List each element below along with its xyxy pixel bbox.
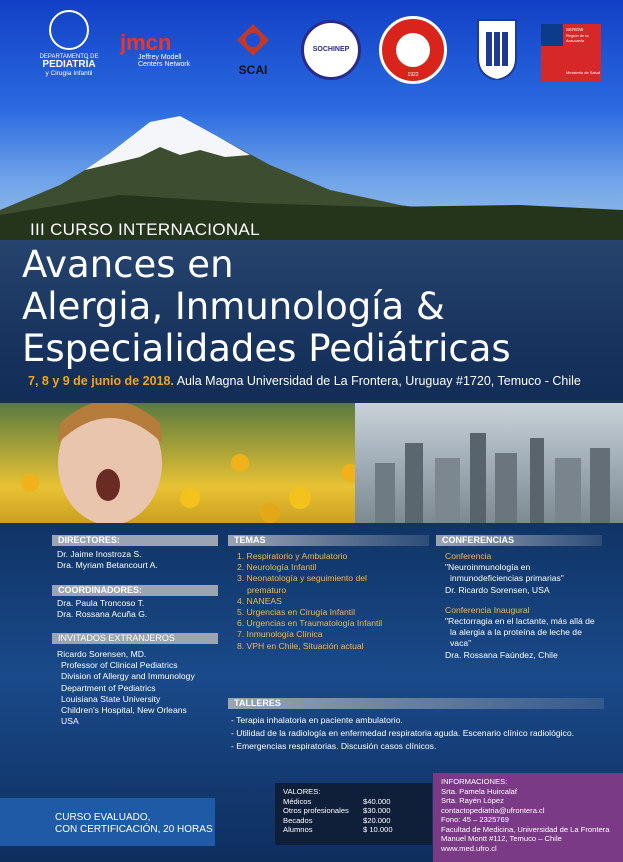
tema-item: 3. Neonatología y seguimiento del [237, 573, 367, 584]
taller-item: - Emergencias respiratorias. Discusión casos clínicos. [231, 741, 437, 752]
conferencia-label: Conferencia Inaugural [445, 604, 530, 615]
contact-header: INFORMACIONES: [441, 777, 508, 786]
logo-gobierno [541, 24, 601, 82]
prices-header: VALORES: [283, 787, 321, 796]
course-subtitle: III CURSO INTERNACIONAL [30, 220, 260, 239]
price-value: $30.000 [363, 806, 391, 815]
coordinadores-list [57, 598, 147, 620]
logo-dept-line3: y Cirugía Infantil [45, 70, 93, 77]
conferencia-label: Conferencia [445, 551, 492, 561]
event-place: Aula Magna Universidad de La Frontera, Uruguay #1720, Temuco - Chile [173, 374, 581, 388]
title-line3: Especialidades Pediátricas [22, 327, 511, 370]
invitado-line: USA [61, 716, 79, 727]
logo-sochipe [377, 16, 449, 78]
logo-ufro [472, 18, 522, 85]
price-value: $40.000 [363, 796, 391, 806]
taller-item: - Utilidad de la radiología en enfermedad respiratoria aguda. Escenario clínico radiológico. [231, 728, 574, 739]
coordinador-name: Dra. Paula Troncoso T. [57, 598, 145, 608]
conferencia-title: inmunodeficiencias primarias" [450, 573, 564, 584]
contact-email-link[interactable]: contactopediatria@ufrontera.cl [441, 805, 545, 815]
directores-header: DIRECTORES: [52, 535, 218, 546]
invitado-line: Professor of Clinical Pediatrics [61, 660, 178, 671]
event-dates: 7, 8 y 9 de junio de 2018. [28, 374, 174, 388]
conferencia-speaker: Dra. Rossana Faúndez, Chile [445, 649, 558, 660]
tema-item: prematuro [247, 584, 287, 595]
prices-box [275, 783, 432, 845]
city-photo-illustration [355, 403, 623, 523]
invitado-name: Ricardo Sorensen, MD. [57, 649, 147, 659]
logo-dept-line1: DEPARTAMENTO DE [39, 54, 99, 60]
cert-line2: CON CERTIFICACIÓN, 20 HORAS [55, 824, 213, 835]
contact-line: Facultad de Medicina, Universidad de La Frontera [441, 824, 610, 834]
contact-box [433, 773, 623, 862]
tema-item: 4. NANEAS [237, 595, 282, 606]
director-name: Dra. Myriam Betancourt A. [57, 560, 158, 571]
logo-dept-line2: PEDIATRÍA [42, 59, 96, 70]
gob-line1: SEREMI [566, 27, 584, 32]
logo-jmcn [120, 32, 210, 68]
conferencia-title: la alergia a la proteína de leche de [450, 627, 582, 638]
conferencias-header: CONFERENCIAS [436, 535, 602, 546]
photo-city [355, 403, 623, 523]
invitado-line: Department of Pediatrics [61, 682, 156, 693]
tema-item: 7. Inmunología Clínica [237, 629, 323, 640]
conferencias-list [445, 551, 595, 661]
director-name: Dr. Jaime Inostroza S. [57, 549, 142, 559]
child-photo-illustration [0, 403, 380, 523]
price-label: Becados [283, 815, 313, 825]
temas-header: TEMAS [228, 535, 429, 546]
talleres-list [231, 715, 574, 753]
contact-line: Srta. Pamela Huircalaf [441, 786, 517, 796]
price-row [283, 825, 424, 835]
tema-item: 6. Urgencias en Traumatología Infantil [237, 618, 383, 629]
logo-sochinep [298, 20, 364, 80]
price-label: Otros profesionales [283, 806, 349, 815]
jmcn-wordmark: jmcn [120, 30, 172, 55]
coordinadores-header: COORDINADORES: [52, 585, 218, 596]
cert-line1: CURSO EVALUADO, [55, 812, 151, 823]
price-row [283, 797, 424, 807]
price-row [283, 806, 424, 816]
price-row [283, 816, 424, 826]
certification-banner [0, 798, 215, 846]
sochinep-seal-icon: SOCHINEP [301, 20, 361, 80]
contact-website-link[interactable]: www.med.ufro.cl [441, 843, 497, 853]
photo-child-flowers [0, 403, 380, 523]
university-shield-icon [476, 18, 518, 80]
invitado-line: Division of Allergy and Immunology [61, 671, 195, 682]
temas-list [237, 551, 382, 652]
price-value: $20.000 [363, 815, 391, 825]
title-line2: Alergia, Inmunología & [22, 285, 445, 328]
course-title [22, 244, 511, 370]
conferencia-title: "Neuroinmunología en [445, 562, 531, 573]
pediatria-seal-icon [49, 10, 89, 50]
scai-label: SCAI [238, 63, 268, 77]
directores-list [57, 549, 158, 571]
jmcn-sub1: Jeffrey Modell [138, 54, 182, 61]
price-label: Alumnos [283, 825, 313, 834]
date-location [28, 374, 581, 388]
conferencia-title: vaca" [450, 638, 472, 649]
title-line1: Avances en [22, 243, 234, 286]
invitado-line: Louisiana State University [61, 693, 161, 704]
jmcn-sub2: Centers Network [138, 61, 191, 68]
contact-line: Manuel Montt #112, Temuco – Chile [441, 834, 562, 843]
tema-item: 8. VPH en Chile, Situación actual [237, 640, 364, 651]
logo-scai [228, 22, 278, 77]
gob-line2: Región de la Araucanía [566, 33, 589, 43]
gob-line3: Ministerio de Salud [566, 70, 601, 75]
conferencia-title: "Rectorragia en el lactante, más allá de [445, 616, 595, 627]
tema-item: 5. Urgencias en Cirugía Infantil [237, 607, 355, 618]
invitados-header: INVITADOS EXTRANJEROS [52, 633, 218, 644]
coordinador-name: Dra. Rossana Acuña G. [57, 609, 148, 620]
logo-pediatria [36, 10, 102, 77]
contact-line: Srta. Rayén López [441, 796, 504, 805]
invitados-list [57, 649, 195, 727]
tema-item: 2. Neurología Infantil [237, 562, 317, 573]
price-value: $ 10.000 [363, 825, 393, 834]
taller-item: - Terapia inhalatoria en paciente ambulatorio. [231, 715, 403, 725]
tema-item: 1. Respiratorio y Ambulatorio [237, 551, 348, 561]
contact-line: Fono: 45 – 2325769 [441, 815, 509, 824]
conferencia-speaker: Dr. Ricardo Sorensen, USA [445, 584, 550, 595]
scai-emblem-icon [235, 22, 271, 58]
sochipe-year: 1922 [407, 72, 419, 78]
invitado-line: Children's Hospital, New Orleans [61, 705, 187, 716]
talleres-header: TALLERES [228, 698, 604, 709]
price-label: Médicos [283, 796, 312, 806]
